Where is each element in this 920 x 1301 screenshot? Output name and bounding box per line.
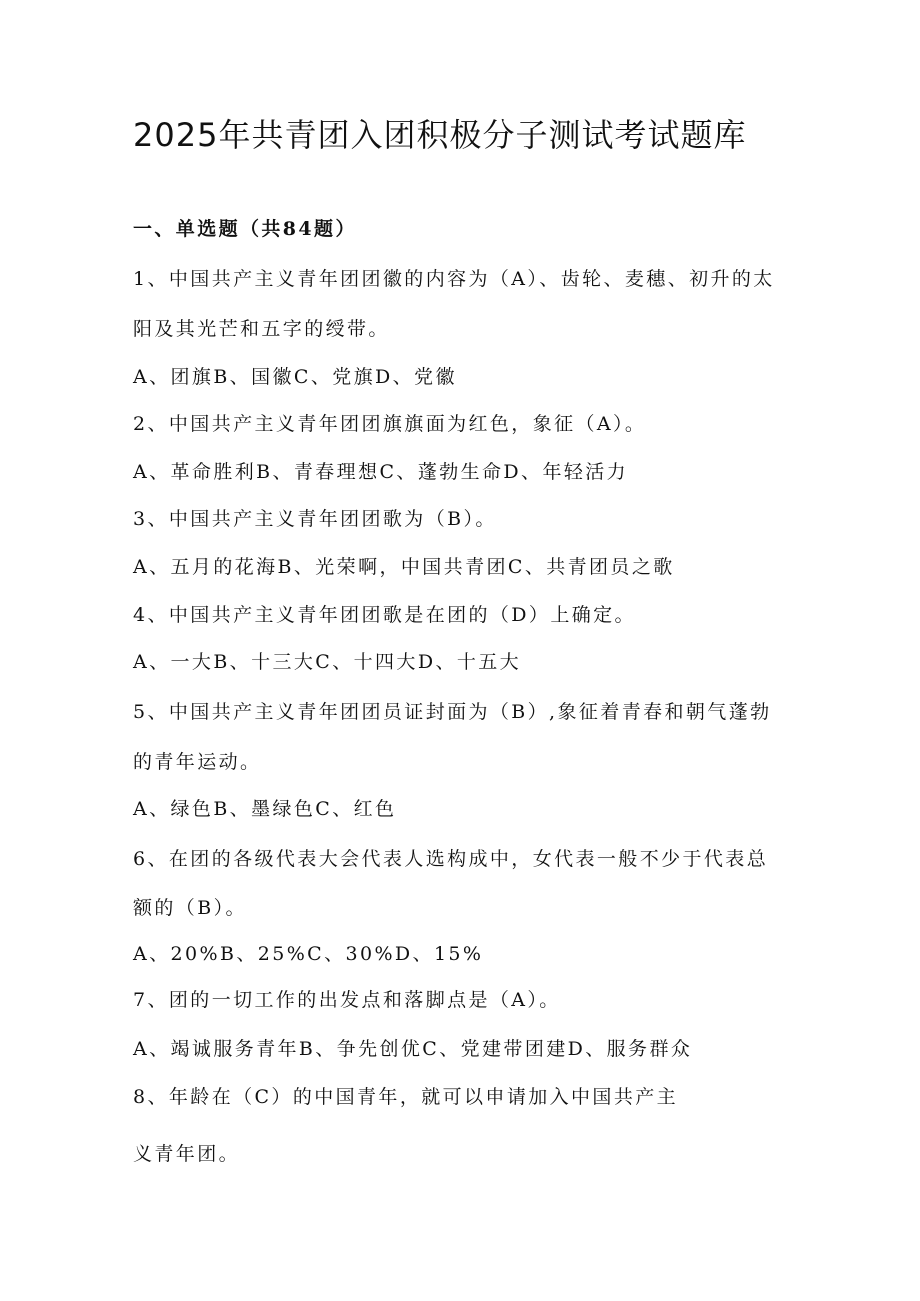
- question-8-line-1: 8、年龄在（C）的中国青年，就可以申请加入中国共产主: [133, 1086, 679, 1108]
- question-6-line-1: 6、在团的各级代表大会代表人选构成中，女代表一般不少于代表总: [133, 848, 769, 870]
- question-1-options: A、团旗B、国徽C、党旗D、党徽: [133, 366, 457, 388]
- question-2: 2、中国共产主义青年团团旗旗面为红色，象征（A）。: [133, 413, 647, 435]
- question-1-line-2: 阳及其光芒和五字的绶带。: [133, 318, 390, 340]
- question-1-line-1: 1、中国共产主义青年团团徽的内容为（A）、齿轮、麦穗、初升的太: [133, 268, 775, 290]
- question-8-line-2: 义青年团。: [133, 1143, 241, 1165]
- question-4: 4、中国共产主义青年团团歌是在团的（D）上确定。: [133, 604, 636, 626]
- section-heading: 一、单选题（共84题）: [133, 218, 357, 240]
- question-5-options: A、绿色B、墨绿色C、红色: [133, 798, 397, 820]
- question-6-options: A、20%B、25%C、30%D、15%: [133, 943, 484, 965]
- question-5-line-2: 的青年运动。: [133, 751, 262, 773]
- question-7-options: A、竭诚服务青年B、争先创优C、党建带团建D、服务群众: [133, 1038, 693, 1060]
- document-title: 2025年共青团入团积极分子测试考试题库: [133, 116, 747, 154]
- question-2-options: A、革命胜利B、青春理想C、蓬勃生命D、年轻活力: [133, 461, 629, 483]
- question-3-options: A、五月的花海B、光荣啊，中国共青团C、共青团员之歌: [133, 556, 675, 578]
- question-6-line-2: 额的（B）。: [133, 897, 247, 919]
- question-7: 7、团的一切工作的出发点和落脚点是（A）。: [133, 989, 561, 1011]
- question-4-options: A、一大B、十三大C、十四大D、十五大: [133, 651, 522, 673]
- question-3: 3、中国共产主义青年团团歌为（B）。: [133, 508, 497, 530]
- question-5-line-1: 5、中国共产主义青年团团员证封面为（B）,象征着青春和朝气蓬勃: [133, 701, 772, 723]
